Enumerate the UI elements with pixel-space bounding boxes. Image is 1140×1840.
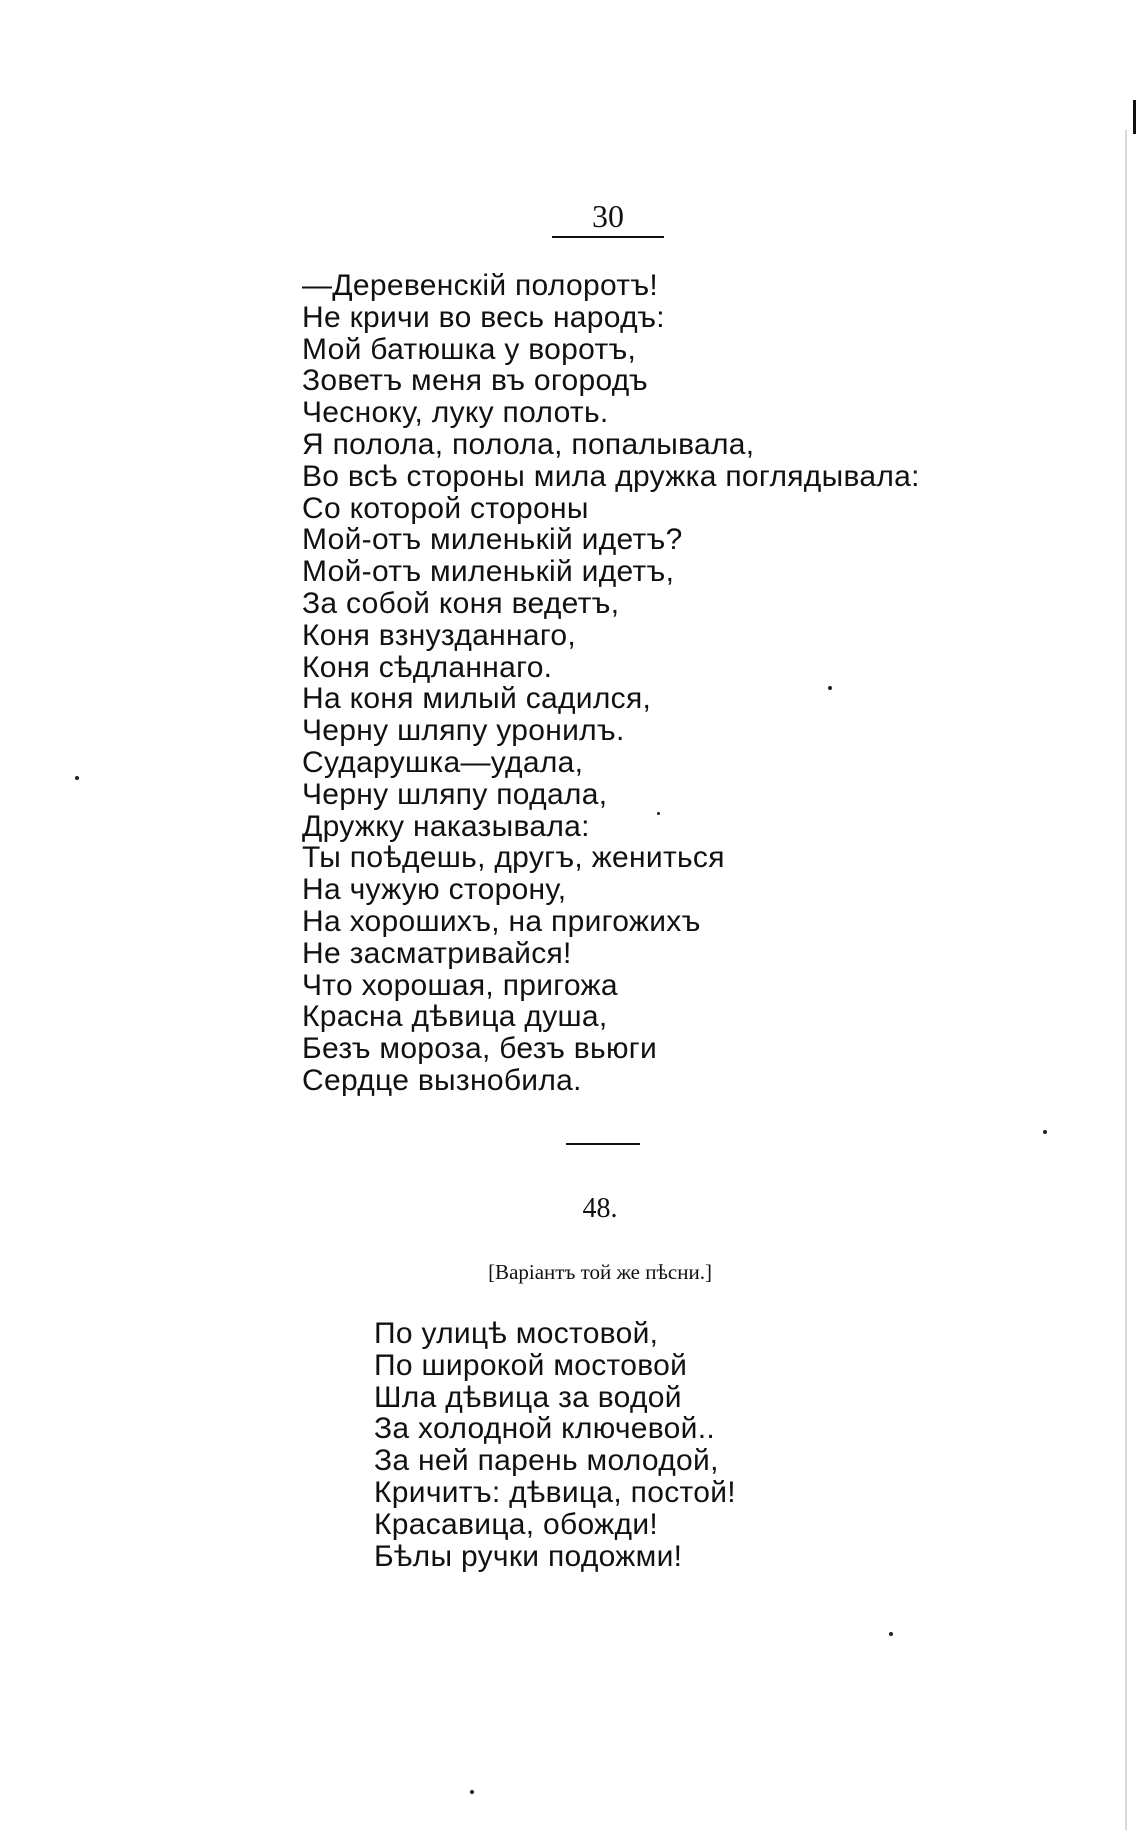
- scan-speck: [657, 812, 660, 815]
- verse-line: На хорошихъ, на пригожихъ: [302, 904, 701, 938]
- page-edge-mark: [1133, 100, 1136, 134]
- verse-line: По широкой мостовой: [374, 1348, 688, 1382]
- variant-note: [Варіантъ той же пѣсни.]: [488, 1260, 712, 1284]
- verse-line: Кричитъ: дѣвица, постой!: [374, 1475, 736, 1509]
- verse-line: По улицѣ мостовой,: [374, 1317, 659, 1350]
- page-number-underline: [552, 236, 664, 238]
- verse-line: За ней парень молодой,: [374, 1444, 719, 1478]
- verse-line: Со которой стороны: [302, 491, 589, 525]
- verse-line: Красна дѣвица душа,: [302, 1000, 608, 1034]
- verse-line: Что хорошая, пригожа: [302, 968, 618, 1002]
- verse-line: Не засматривайся!: [302, 936, 572, 970]
- scan-speck: [75, 776, 79, 780]
- verse-line: Сударушка—удала,: [302, 745, 584, 779]
- scan-speck: [1043, 1130, 1047, 1134]
- song-47-verse: [302, 270, 920, 1097]
- verse-line: —Деревенскій полоротъ!: [302, 269, 659, 302]
- scan-speck: [470, 1790, 474, 1794]
- verse-line: Красавица, обожди!: [374, 1507, 659, 1541]
- verse-line: Мой батюшка у воротъ,: [302, 332, 637, 366]
- verse-line: Зоветъ меня въ огородъ: [302, 364, 648, 398]
- verse-line: Коня сѣдланнаго.: [302, 650, 553, 684]
- song-number: 48.: [582, 1193, 618, 1224]
- page-edge-shadow: [1125, 130, 1127, 1830]
- verse-line: Во всѣ стороны мила дружка поглядывала:: [302, 459, 920, 493]
- verse-line: На чужую сторону,: [302, 873, 567, 907]
- scan-speck: [828, 686, 832, 690]
- verse-line: Коня взнузданнаго,: [302, 618, 577, 652]
- verse-line: Ты поѣдешь, другъ, жениться: [302, 841, 725, 875]
- verse-line: На коня милый садился,: [302, 682, 652, 716]
- page-number: 30: [592, 198, 624, 234]
- verse-line: Черну шляпу подала,: [302, 777, 608, 811]
- verse-line: Сердце вызнобила.: [302, 1063, 582, 1097]
- verse-line: Я полола, полола, попалывала,: [302, 427, 755, 461]
- verse-line: Дружку наказывала:: [302, 809, 590, 843]
- verse-line: Мой-отъ миленькій идетъ?: [302, 523, 683, 557]
- scan-speck: [889, 1632, 893, 1636]
- verse-line: За холодной ключевой..: [374, 1412, 715, 1446]
- verse-line: Чесноку, луку полоть.: [302, 396, 609, 430]
- verse-line: Не кричи во весь народъ:: [302, 300, 665, 334]
- section-divider: [566, 1143, 640, 1145]
- song-48-verse: [374, 1318, 736, 1572]
- verse-line: Шла дѣвица за водой: [374, 1380, 682, 1414]
- verse-line: Мой-отъ миленькій идетъ,: [302, 555, 675, 589]
- verse-line: За собой коня ведетъ,: [302, 586, 620, 620]
- verse-line: Черну шляпу уронилъ.: [302, 714, 625, 748]
- verse-line: Бѣлы ручки подожми!: [374, 1539, 683, 1573]
- verse-line: Безъ мороза, безъ вьюги: [302, 1032, 658, 1066]
